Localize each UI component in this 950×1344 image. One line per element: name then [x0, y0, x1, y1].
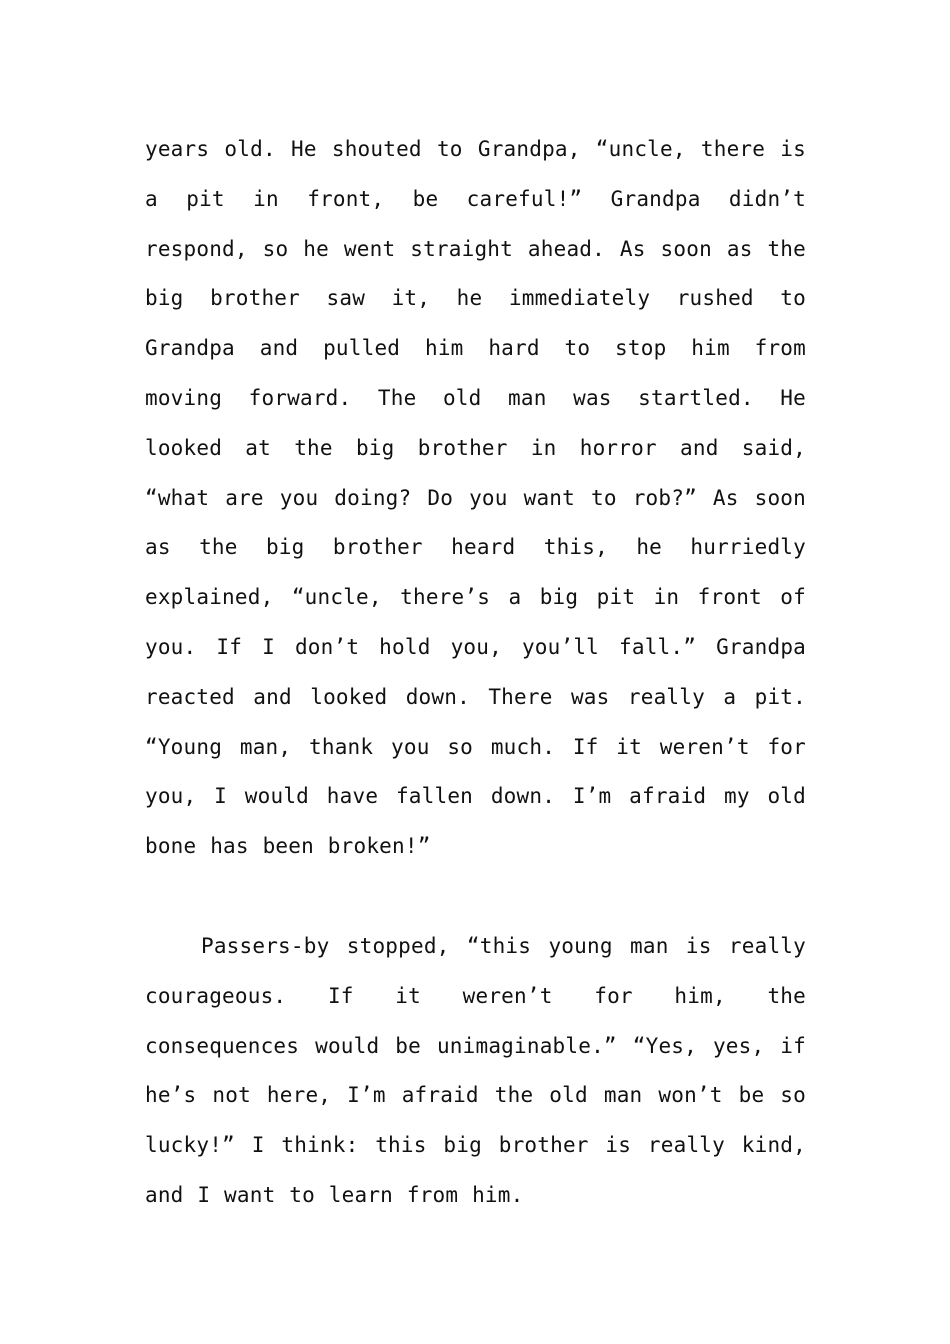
paragraph-story-continuation: years old. He shouted to Grandpa, “uncle, there is a pit in front, be careful!” Grandpa didn’t respond, so he went straight ahead. As soon as the big brother saw it, he immediately rushed to Grandpa and pulled him hard to stop him from moving forward. The old man was startled. He looked at the big brother in horror and said, “what are you doing? Do you want to rob?” As soon as the big brother heard this, he hurriedly explained, “uncle, there’s a big pit in front of you. If I don’t hold you, you’ll fall.” Grandpa reacted and looked down. There was really a pit. “Young man, thank you so much. If it weren’t for you, I would have fallen down. I’m afraid my old bone has been broken!” [145, 137, 806, 859]
paragraph-passers-by: Passers-by stopped, “this young man is really courageous. If it weren’t for him, the consequences would be unimaginable.” “Yes, yes, if he’s not here, I’m afraid the old man won’t be so lucky!” I think: this big brother is really kind, and I want to learn from him. [145, 934, 806, 1207]
